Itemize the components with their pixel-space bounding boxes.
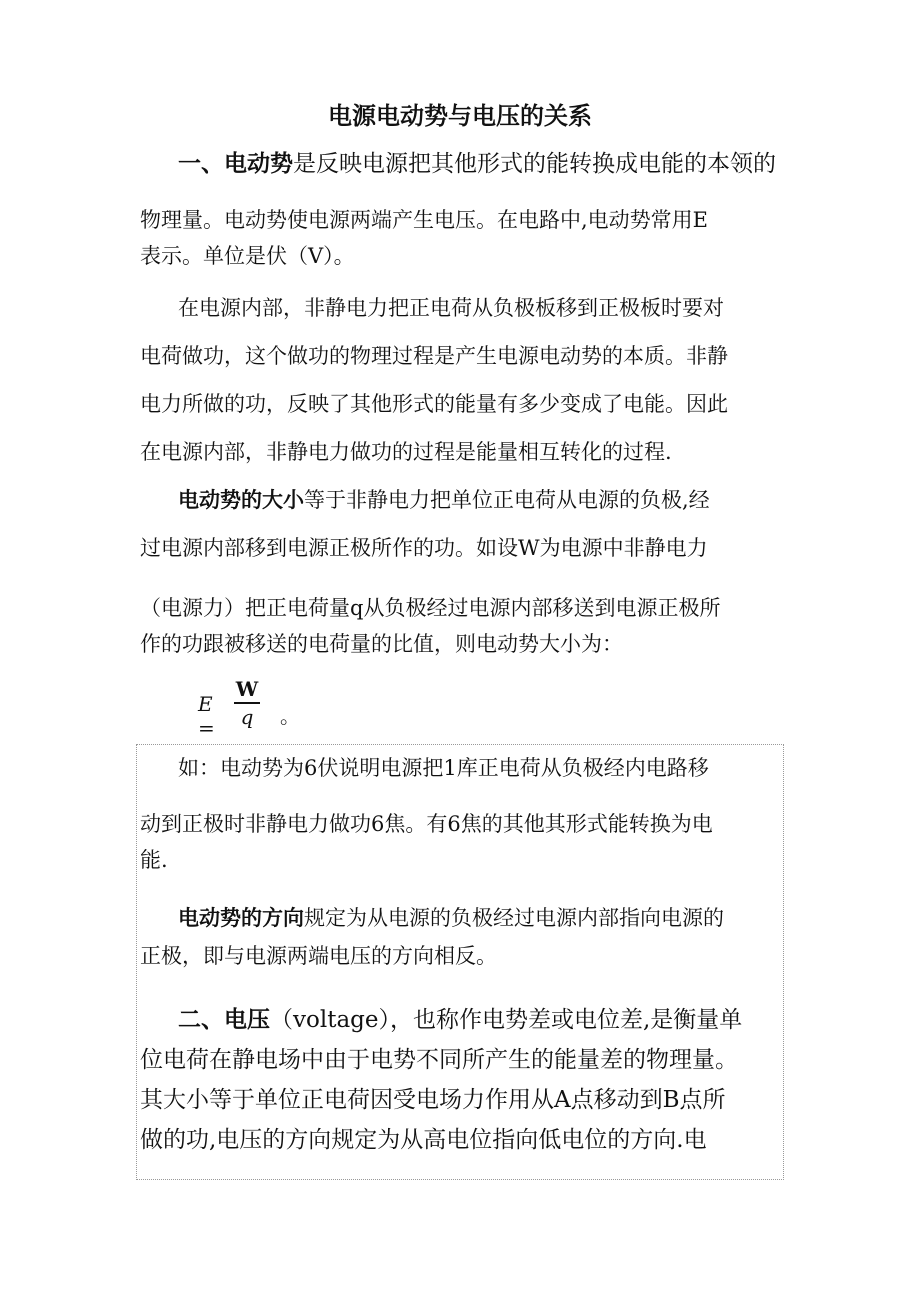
para2-line1: 在电源内部，非静电力把正电荷从负极板移到正极板时要对 [178,296,724,320]
formula-denominator: q [240,705,254,729]
para2-line2: 电荷做功，这个做功的物理过程是产生电源电动势的本质。非静 [140,344,728,368]
para4-line1: 如：电动势为6伏说明电源把1库正电荷从负极经内电路移 [178,756,709,780]
para3-line3: （电源力）把正电荷量q从负极经过电源内部移送到电源正极所 [140,596,721,620]
para5-line1 [178,904,724,932]
para1-line3: 表示。单位是伏（V）。 [140,244,355,268]
para3-line1 [178,486,710,514]
para6-line3: 其大小等于单位正电荷因受电场力作用从A点移动到B点所 [140,1087,726,1113]
fraction-bar [234,702,260,704]
para3-line2: 过电源内部移到电源正极所作的功。如设W为电源中非静电力 [140,536,708,560]
heading-emf-direction: 电动势的方向 [178,906,304,930]
para6-line4: 做的功,电压的方向规定为从高电位指向低电位的方向.电 [140,1127,707,1153]
formula-fraction [234,678,260,728]
page-title: 电源电动势与电压的关系 [328,102,592,130]
para2-line3: 电力所做的功，反映了其他形式的能量有多少变成了电能。因此 [140,392,728,416]
formula-tail: 。 [280,704,300,728]
formula-numerator: W [235,677,259,701]
para6-line1 [178,1006,742,1034]
heading-emf: 一、电动势 [178,151,293,177]
heading-voltage: 二、电压 [178,1007,270,1033]
para1-text: 是反映电源把其他形式的能转换成电能的本领的 [293,151,776,177]
para6-line2: 位电荷在静电场中由于电势不同所产生的能量差的物理量。 [140,1047,738,1073]
para3-line4: 作的功跟被移送的电荷量的比值，则电动势大小为： [140,632,623,656]
formula-lhs: E = [198,692,215,740]
heading-emf-magnitude: 电动势的大小 [178,488,304,512]
para5-line2: 正极，即与电源两端电压的方向相反。 [140,944,497,968]
para2-line4: 在电源内部，非静电力做功的过程是能量相互转化的过程. [140,440,672,464]
para1-line1 [178,150,776,178]
para4-line2: 动到正极时非静电力做功6焦。有6焦的其他其形式能转换为电 [140,812,713,836]
para5-text: 规定为从电源的负极经过电源内部指向电源的 [304,906,724,930]
para3-text: 等于非静电力把单位正电荷从电源的负极,经 [304,488,710,512]
para4-line3: 能. [140,848,168,872]
para1-line2: 物理量。电动势使电源两端产生电压。在电路中,电动势常用E [140,208,709,232]
para6-text: （voltage），也称作电势差或电位差,是衡量单 [270,1007,743,1033]
